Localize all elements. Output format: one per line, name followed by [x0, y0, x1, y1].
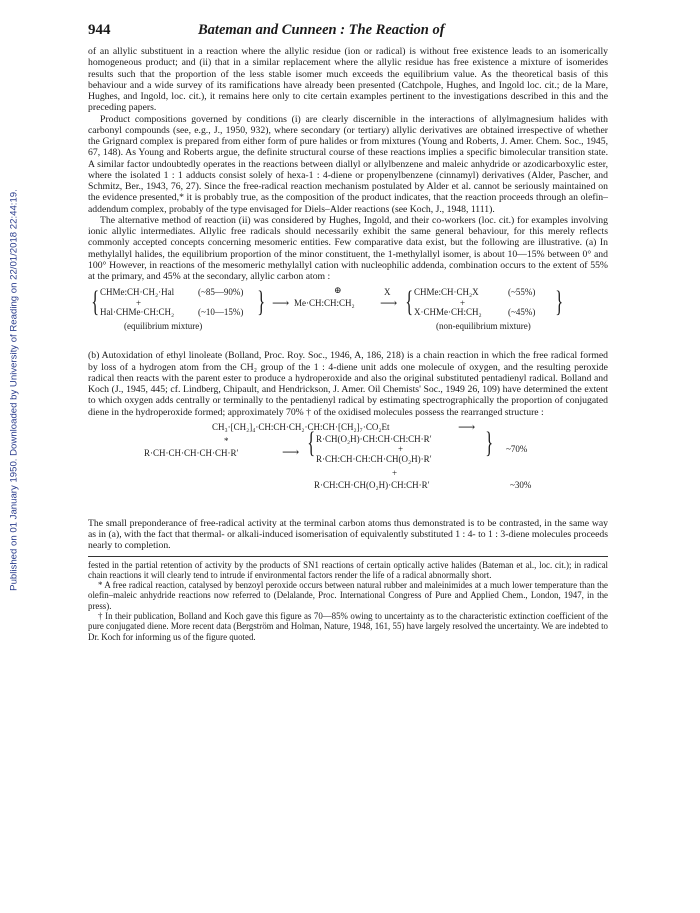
brace-products-close: } — [485, 425, 494, 459]
arrow-2: ⟶ — [380, 296, 398, 311]
percent-terminal: ~70% — [506, 443, 528, 454]
running-title: Bateman and Cunneen : The Reaction of — [198, 22, 445, 38]
scheme-a — [88, 285, 608, 347]
download-watermark-text: Published on 01 January 1950. Downloaded by University of Reading on 22/01/2018 22:44:19. — [8, 189, 20, 591]
scheme-a-right-bottom-pct: (~45%) — [508, 307, 536, 318]
footnote-asterisk: * A free radical reaction, catalysed by benzoyl peroxide occurs between natural rubber and maleinimides at a much lower temperature than the olefin–maleic anhydride reactions now referred to (Delalande, Proc. International Congress of Pure and Applied Chem., London, 1947, in the press). — [88, 580, 608, 611]
paper-page — [88, 22, 608, 642]
paragraph-2: Product compositions governed by conditions (i) are clearly discernible in the interactions of allylmagnesium halides with carbonyl compounds (see, e.g., J., 1950, 932), where secondary (or tertiary) allylic derivatives are obtained irrespective of whether the Grignard complex is prepared from either form of pure halides or from mixtures (Young and Roberts, J. Amer. Chem. Soc., 1945, 67, 148). As Young and Roberts argue, the definite structural course of these reactions implies a specific bimolecular transition state. A similar factor undoubtedly operates in the reactions between diallyl or allylbenzene and maleic anhydride or azodicarboxylic ester, where the isolated 1 : 1 adducts consist solely of hexa-1 : 4-diene or propenylbenzene (cinnamyl) derivatives (Alder, Pascher, and Schmitz, Ber., 1943, 76, 27). Since the free-radical reaction mechanism postulated by Alder et al. cannot be seriously maintained on the evidence presented,* it is probably true, as the composition of the product indicates, that the reaction proceeds through an olefin–addendum complex, probably of the type envisaged for Diels–Alder reactions (see Koch, J., 1948, 1111). — [88, 113, 608, 215]
product-2: R·CH:CH·CH:CH·CH(O₂H)·R′ — [316, 453, 432, 464]
footnote-rule — [88, 556, 608, 557]
product-1: R·CH(O₂H)·CH:CH·CH:CH·R′ — [316, 433, 432, 444]
scheme-a-right-caption: (non-equilibrium mixture) — [436, 321, 531, 332]
scheme-a-right-top: CHMe:CH·CH₂X — [414, 287, 479, 298]
cation: Me·CH:CH:CH₂ — [294, 298, 355, 309]
radical: R·CH·CH·CH·CH·CH·R′ — [144, 447, 239, 458]
paragraph-1: of an allylic substituent in a reaction where the allylic residue (ion or radical) is without free existence leads to an isomerically homogeneous product; and (ii) that in a similar replacement where the allylic residue has free existence a mixture of isomerides results such that the proportion of the less stable isomer much exceeds the equilibrium value. As the theoretical basis of this behaviour and a wide survey of its ramifications have already been presented (Catchpole, Hughes, and Ingold loc. cit.; de la Mare, Hughes, and Ingold, loc. cit.), it remains here only to cite certain examples pertinent to the investigations described in this and the preceding papers. — [88, 46, 608, 114]
brace-left-close: } — [257, 285, 266, 319]
scheme-a-right-bottom: X·CHMe·CH:CH₂ — [414, 307, 482, 318]
scheme-a-left-top: CHMe:CH·CH₂·Hal — [100, 287, 175, 298]
scheme-b-arrow-1: ⟶ — [458, 419, 476, 434]
percent-central: ~30% — [510, 479, 532, 490]
brace-products-open: { — [307, 425, 316, 459]
product-plus-1: + — [398, 443, 404, 454]
reagent-x: X — [384, 287, 391, 298]
scheme-a-right-plus: + — [460, 298, 466, 309]
brace-left-open: { — [91, 285, 100, 319]
scheme-a-left-bottom: Hal·CHMe·CH:CH₂ — [100, 307, 175, 318]
footnote-continued: fested in the partial retention of activity by the products of SN1 reactions of certain optically active halides (Bateman et al., loc. cit.); in radical chain reactions it will clearly tend to intrude if environmental factors render the life of a radical abnormally short. — [88, 559, 608, 580]
brace-right-open: { — [405, 285, 414, 319]
brace-right-close: } — [555, 285, 564, 319]
scheme-a-right-top-pct: (~55%) — [508, 287, 536, 298]
scheme-b-start: CH₃·[CH₂]₄·CH:CH·CH₂·CH:CH·[CH₂]₇·CO₂Et — [212, 421, 390, 432]
scheme-a-left-caption: (equilibrium mixture) — [124, 321, 203, 332]
scheme-b — [88, 420, 608, 516]
arrow-1: ⟶ — [272, 296, 290, 311]
page-number: 944 — [88, 22, 111, 38]
product-3: R·CH:CH·CH(O₂H)·CH:CH·R′ — [314, 479, 430, 490]
paragraph-4: (b) Autoxidation of ethyl linoleate (Bolland, Proc. Roy. Soc., 1946, A, 186, 218) is a chain reaction in which the free radical formed by loss of a hydrogen atom from the CH₂ group of the 1 : 4-diene unit adds one molecule of oxygen, and the resulting peroxide radical then reacts with the parent ester to produce a hydroperoxide and also the original substituted pentadienyl radical. Bolland and Koch (J., 1945, 445; cf. Lindberg, Chipault, and Hendrickson, J. Amer. Oil Chemists' Soc., 1949 26, 109) have determined the extent to which oxygen adds centrally or terminally to the pentadienyl radical by estimating spectrographically the proportion of conjugated diene in the hydroperoxide formed; approximately 70% † of the oxidised molecules possess the rearranged structure : — [88, 350, 608, 418]
paragraph-3: The alternative method of reaction (ii) was considered by Hughes, Ingold, and their co-workers (loc. cit.) for examples involving ionic allylic intermediates. Allylic free radicals should necessarily exhibit the same general behaviour, for this merely reflects commonly accepted concepts concerning mesomeric entities. Few comparative data exist, but the following are illustrative. (a) In methylallyl halides, the equilibrium proportion of the minor constituent, the 1-methylallyl isomer, is about 10—15% between 0° and 100° However, in reactions of the mesomeric methylallyl cation with nucleophilic addenda, combination occurs to the extent of 55% at the primary, and 45% at the secondary, allylic carbon atom : — [88, 214, 608, 282]
scheme-a-left-plus: + — [136, 298, 142, 309]
product-plus-2: + — [392, 467, 398, 478]
download-watermark — [2, 150, 26, 630]
paragraph-5: The small preponderance of free-radical activity at the terminal carbon atoms thus demonstrated is to be contrasted, in the same way as in (a), with the fact that thermal- or alkali-induced isomerisation of equivalently substituted 1 : 4- to 1 : 3-diene molecules proceeds nearly to completion. — [88, 517, 609, 552]
radical-dot: * — [224, 435, 229, 446]
footnote-dagger: † In their publication, Bolland and Koch gave this figure as 70—85% owing to uncertainty as to the characteristic extinction coefficient of the pure conjugated diene. More recent data (Bergström and Holman, Nature, 1948, 161, 55) have largely resolved the uncertainty. We are indebted to Dr. Koch for informing us of the figure quoted. — [88, 610, 608, 642]
scheme-a-left-bottom-pct: (~10—15%) — [198, 307, 244, 318]
scheme-b-arrow-2: ⟶ — [282, 444, 300, 459]
cation-charge: ⊕ — [334, 285, 342, 296]
scheme-a-left-top-pct: (~85—90%) — [198, 287, 244, 298]
page-header — [88, 22, 608, 39]
